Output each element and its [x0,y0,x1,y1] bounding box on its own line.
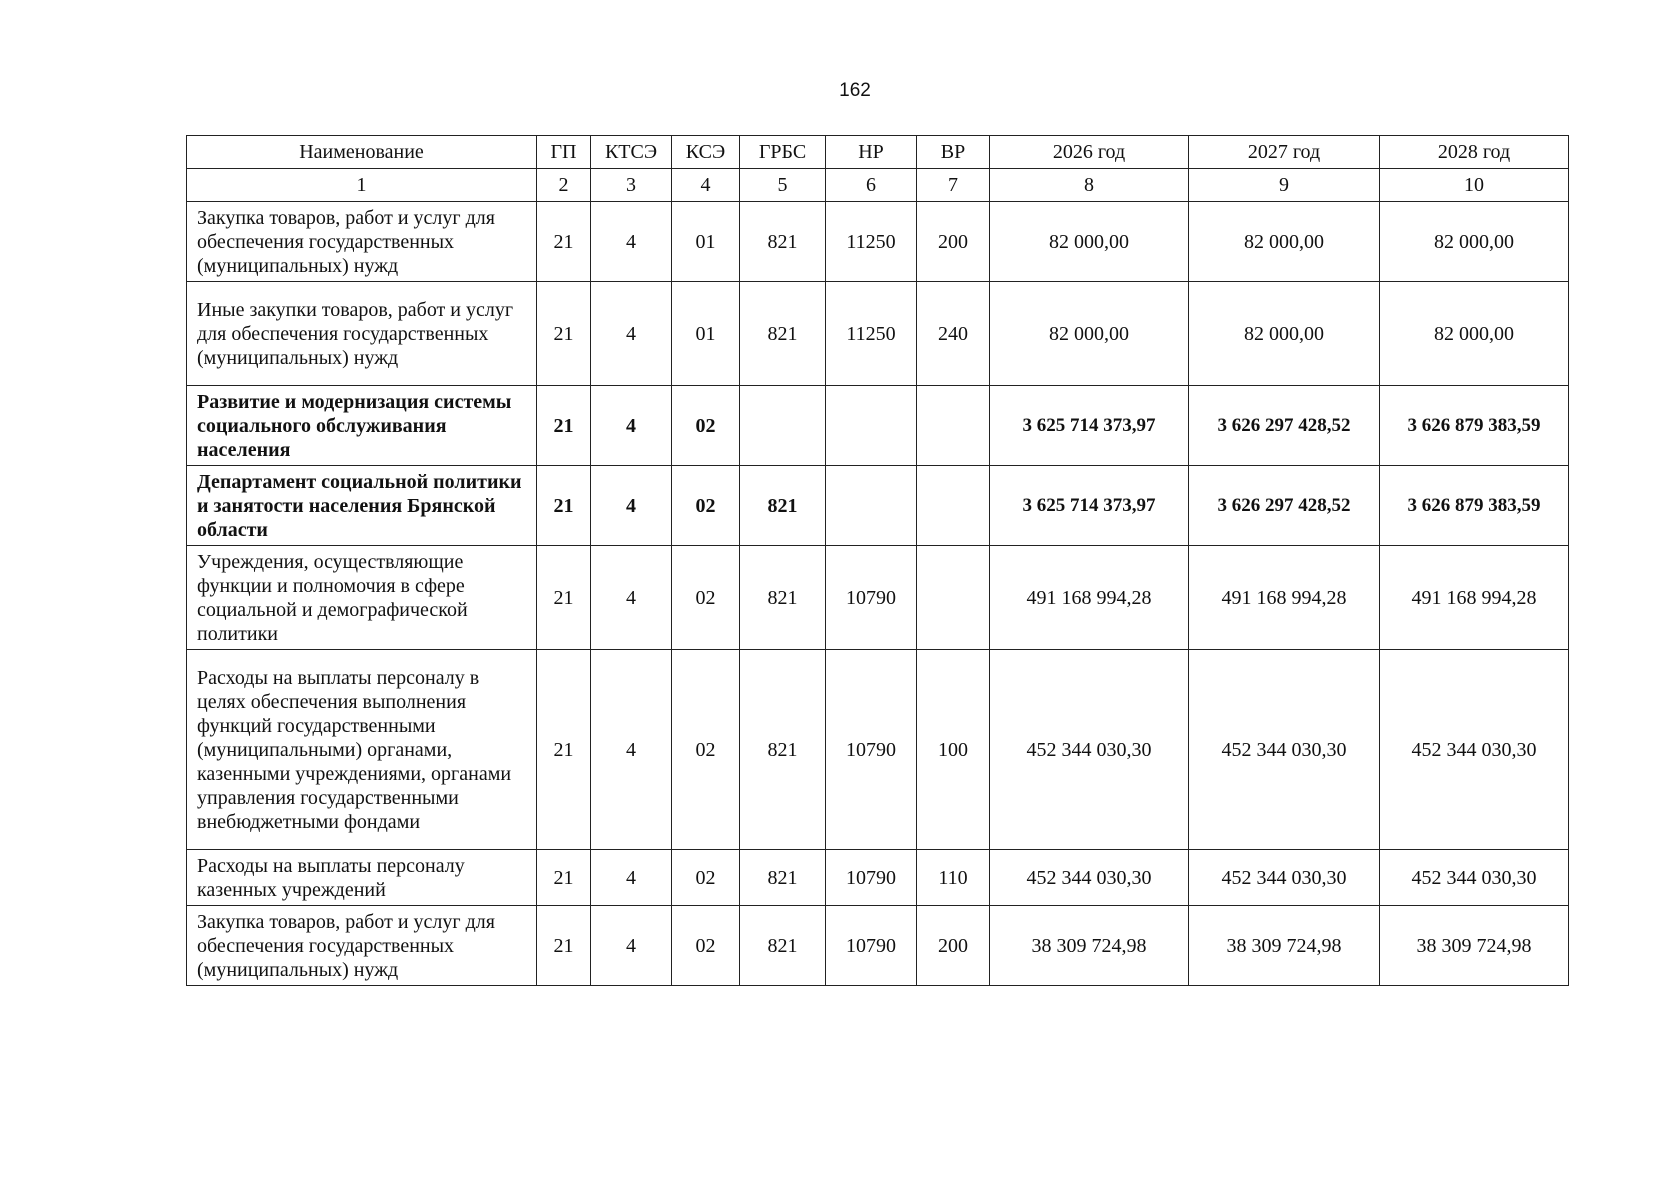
row-name: Учреждения, осуществляющие функции и полномочия в сфере социальной и демографической политики [187,546,537,650]
column-index: 3 [591,169,672,202]
row-gp: 21 [537,202,591,282]
row-vr: 100 [917,650,990,850]
table-row [187,202,1569,282]
row-gp: 21 [537,850,591,906]
row-amount-2026: 3 625 714 373,97 [990,466,1189,546]
row-grbs: 821 [740,466,826,546]
row-nr: 10790 [826,850,917,906]
row-ktse: 4 [591,466,672,546]
header-grbs: ГРБС [740,136,826,169]
row-amount-2026: 38 309 724,98 [990,906,1189,986]
row-amount-2027: 3 626 297 428,52 [1189,466,1380,546]
table-row [187,546,1569,650]
page-number: 162 [839,80,871,101]
row-grbs: 821 [740,282,826,386]
row-amount-2027: 452 344 030,30 [1189,650,1380,850]
row-name: Расходы на выплаты персоналу в целях обеспечения выполнения функций государственными (муниципальными) органами, казенными учреждениями, органами управления государственными внебюджетными фондами [187,650,537,850]
row-amount-2028: 82 000,00 [1380,202,1569,282]
header-gp: ГП [537,136,591,169]
row-kse: 02 [672,650,740,850]
header-name: Наименование [187,136,537,169]
row-gp: 21 [537,282,591,386]
row-amount-2027: 82 000,00 [1189,202,1380,282]
column-index: 2 [537,169,591,202]
row-amount-2028: 3 626 879 383,59 [1380,466,1569,546]
row-kse: 02 [672,906,740,986]
table-row-subtotal [187,386,1569,466]
row-amount-2026: 452 344 030,30 [990,850,1189,906]
column-index: 4 [672,169,740,202]
column-index: 8 [990,169,1189,202]
row-vr [917,546,990,650]
row-vr: 200 [917,202,990,282]
row-amount-2026: 452 344 030,30 [990,650,1189,850]
row-gp: 21 [537,466,591,546]
header-2027: 2027 год [1189,136,1380,169]
row-kse: 02 [672,466,740,546]
row-kse: 01 [672,282,740,386]
column-index: 9 [1189,169,1380,202]
column-index-row [187,169,1569,202]
row-ktse: 4 [591,650,672,850]
budget-table [186,135,1569,986]
row-nr: 11250 [826,202,917,282]
row-ktse: 4 [591,850,672,906]
row-ktse: 4 [591,546,672,650]
row-ktse: 4 [591,386,672,466]
row-vr: 200 [917,906,990,986]
row-grbs: 821 [740,546,826,650]
row-name: Департамент социальной политики и занятости населения Брянской области [187,466,537,546]
row-amount-2028: 3 626 879 383,59 [1380,386,1569,466]
row-ktse: 4 [591,202,672,282]
row-grbs: 821 [740,906,826,986]
row-nr: 10790 [826,650,917,850]
row-amount-2028: 82 000,00 [1380,282,1569,386]
row-amount-2028: 452 344 030,30 [1380,650,1569,850]
header-vr: ВР [917,136,990,169]
column-index: 6 [826,169,917,202]
row-nr: 11250 [826,282,917,386]
row-name: Иные закупки товаров, работ и услуг для обеспечения государственных (муниципальных) нужд [187,282,537,386]
row-amount-2026: 3 625 714 373,97 [990,386,1189,466]
row-amount-2027: 38 309 724,98 [1189,906,1380,986]
row-kse: 02 [672,850,740,906]
column-index: 5 [740,169,826,202]
row-ktse: 4 [591,282,672,386]
row-amount-2027: 452 344 030,30 [1189,850,1380,906]
row-grbs: 821 [740,650,826,850]
row-vr [917,466,990,546]
table-row [187,906,1569,986]
row-grbs: 821 [740,202,826,282]
row-ktse: 4 [591,906,672,986]
row-nr [826,386,917,466]
table-row [187,850,1569,906]
row-nr: 10790 [826,906,917,986]
row-vr [917,386,990,466]
row-amount-2028: 38 309 724,98 [1380,906,1569,986]
row-kse: 02 [672,546,740,650]
row-gp: 21 [537,386,591,466]
row-gp: 21 [537,546,591,650]
row-amount-2027: 82 000,00 [1189,282,1380,386]
row-kse: 01 [672,202,740,282]
row-amount-2028: 491 168 994,28 [1380,546,1569,650]
row-nr [826,466,917,546]
row-name: Закупка товаров, работ и услуг для обеспечения государственных (муниципальных) нужд [187,906,537,986]
row-amount-2027: 3 626 297 428,52 [1189,386,1380,466]
row-kse: 02 [672,386,740,466]
row-name: Развитие и модернизация системы социального обслуживания населения [187,386,537,466]
column-index: 1 [187,169,537,202]
row-nr: 10790 [826,546,917,650]
row-gp: 21 [537,906,591,986]
row-gp: 21 [537,650,591,850]
row-amount-2027: 491 168 994,28 [1189,546,1380,650]
row-amount-2028: 452 344 030,30 [1380,850,1569,906]
header-kse: КСЭ [672,136,740,169]
row-vr: 110 [917,850,990,906]
header-2028: 2028 год [1380,136,1569,169]
row-name: Закупка товаров, работ и услуг для обеспечения государственных (муниципальных) нужд [187,202,537,282]
table-row-subtotal [187,466,1569,546]
row-amount-2026: 82 000,00 [990,282,1189,386]
header-row [187,136,1569,169]
row-amount-2026: 82 000,00 [990,202,1189,282]
column-index: 7 [917,169,990,202]
row-amount-2026: 491 168 994,28 [990,546,1189,650]
row-name: Расходы на выплаты персоналу казенных учреждений [187,850,537,906]
table-row [187,282,1569,386]
row-grbs: 821 [740,850,826,906]
header-ktse: КТСЭ [591,136,672,169]
table-row [187,650,1569,850]
column-index: 10 [1380,169,1569,202]
header-2026: 2026 год [990,136,1189,169]
header-nr: НР [826,136,917,169]
row-vr: 240 [917,282,990,386]
row-grbs [740,386,826,466]
